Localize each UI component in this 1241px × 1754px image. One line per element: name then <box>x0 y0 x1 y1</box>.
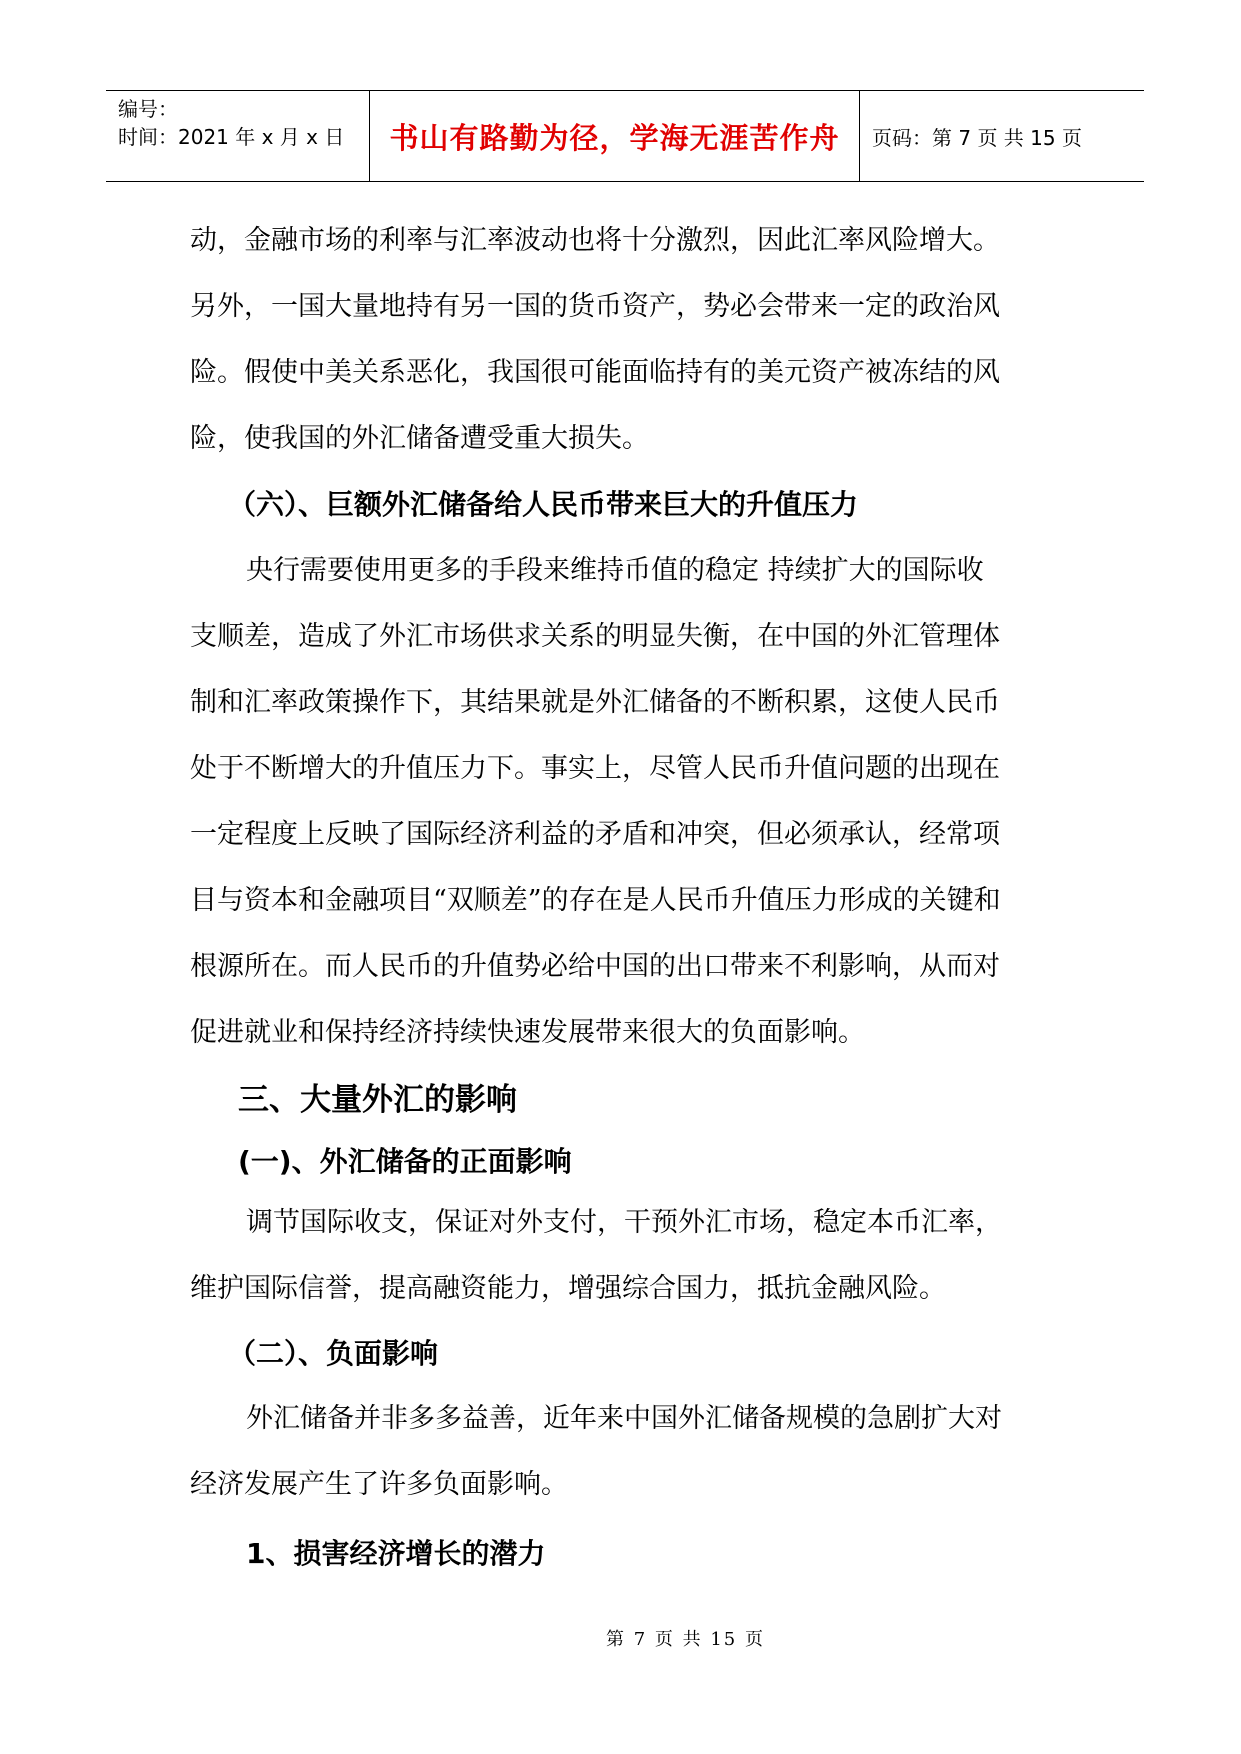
paragraph-line: 央行需要使用更多的手段来维持币值的稳定 持续扩大的国际收 <box>246 555 984 586</box>
paragraph-line: 调节国际收支，保证对外支付，干预外汇市场，稳定本币汇率， <box>246 1207 1002 1238</box>
header-meta-cell <box>106 91 370 181</box>
subsection-heading: 1、损害经济增长的潜力 <box>246 1537 546 1570</box>
paragraph-line: 险，使我国的外汇储备遭受重大损失。 <box>190 423 649 454</box>
paragraph-line: 目与资本和金融项目“双顺差”的存在是人民币升值压力形成的关键和 <box>190 885 1001 916</box>
paragraph-line: 动，金融市场的利率与汇率波动也将十分激烈，因此汇率风险增大。 <box>190 225 1000 256</box>
paragraph-line: 制和汇率政策操作下，其结果就是外汇储备的不断积累，这使人民币 <box>190 687 1000 718</box>
chapter-heading: 三、大量外汇的影响 <box>238 1082 517 1118</box>
section-heading: （六）、巨额外汇储备给人民币带来巨大的升值压力 <box>228 488 859 521</box>
section-heading: (一)、外汇储备的正面影响 <box>238 1145 572 1178</box>
document-body <box>190 208 1080 1590</box>
header-page-info: 页码：第 7 页 共 15 页 <box>872 125 1082 150</box>
number-label: 编号： <box>118 97 178 121</box>
paragraph-line: 险。假使中美关系恶化，我国很可能面临持有的美元资产被冻结的风 <box>190 357 1000 388</box>
time-label: 时间：2021 年 x 月 x 日 <box>118 125 345 149</box>
paragraph-line: 促进就业和保持经济持续快速发展带来很大的负面影响。 <box>190 1017 865 1048</box>
paragraph-line: 外汇储备并非多多益善，近年来中国外汇储备规模的急剧扩大对 <box>246 1403 1002 1434</box>
section-heading: （二）、负面影响 <box>228 1337 439 1370</box>
page-header <box>106 90 1144 182</box>
paragraph-line: 维护国际信誉，提高融资能力，增强综合国力，抵抗金融风险。 <box>190 1273 946 1304</box>
header-motto: 书山有路勤为径，学海无涯苦作舟 <box>370 91 860 181</box>
paragraph-line: 经济发展产生了许多负面影响。 <box>190 1469 568 1500</box>
paragraph-line: 根源所在。而人民币的升值势必给中国的出口带来不利影响，从而对 <box>190 951 1000 982</box>
paragraph-line: 另外，一国大量地持有另一国的货币资产，势必会带来一定的政治风 <box>190 291 1000 322</box>
paragraph-line: 一定程度上反映了国际经济利益的矛盾和冲突，但必须承认，经常项 <box>190 819 1000 850</box>
paragraph-line: 支顺差，造成了外汇市场供求关系的明显失衡，在中国的外汇管理体 <box>190 621 1000 652</box>
paragraph-line: 处于不断增大的升值压力下。事实上，尽管人民币升值问题的出现在 <box>190 753 1000 784</box>
page-footer: 第 7 页 共 15 页 <box>606 1629 765 1650</box>
